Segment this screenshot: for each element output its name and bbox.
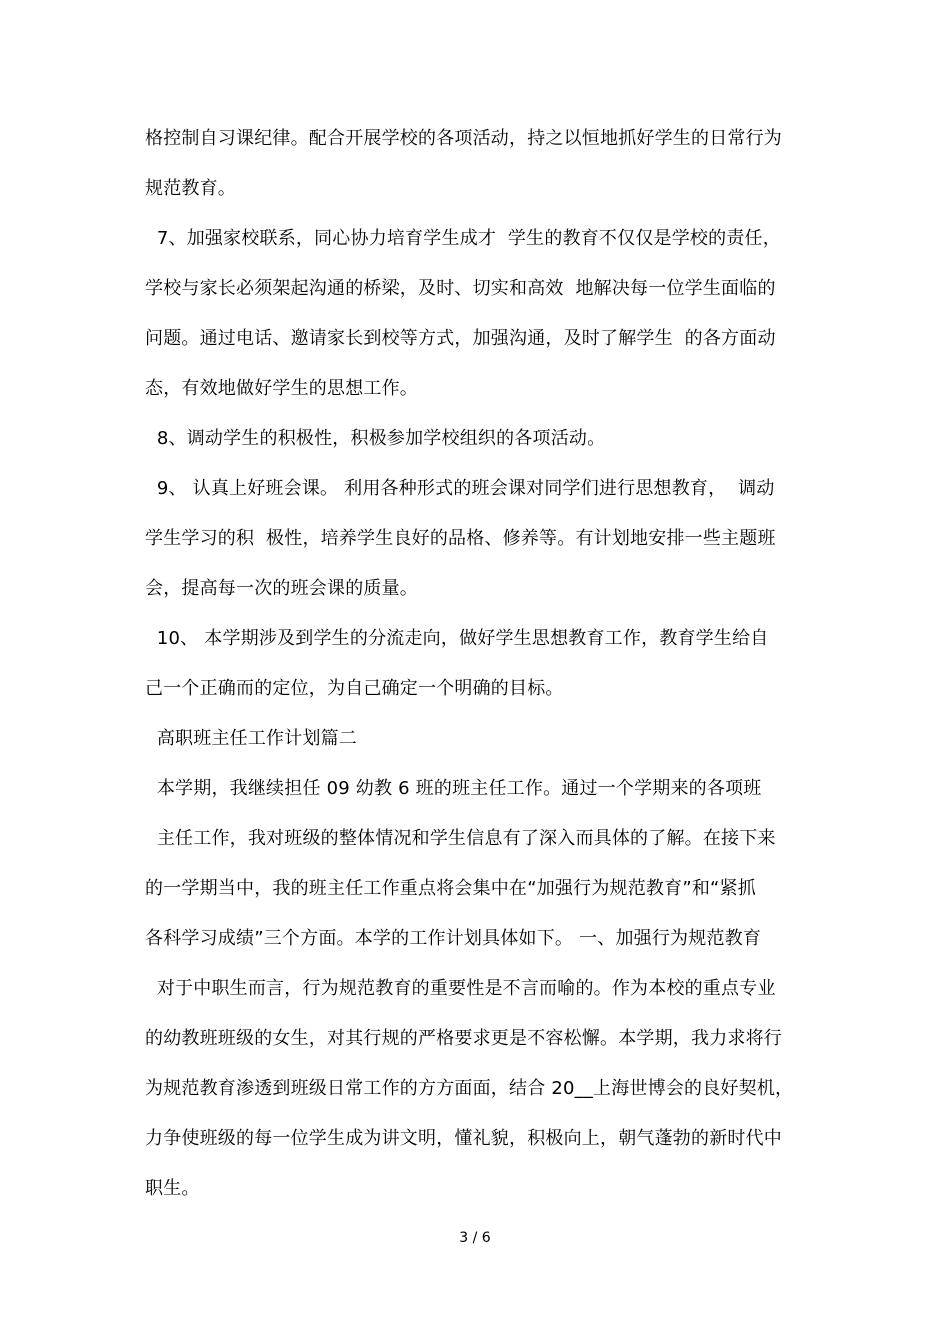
text-line: 学生学习的积 极性，培养学生良好的品格、修养等。有计划地安排一些主题班 bbox=[145, 528, 776, 549]
text-line: 职生。 bbox=[145, 1178, 200, 1199]
text-line: 格控制自习课纪律。配合开展学校的各项活动，持之以恒地抓好学生的日常行为 bbox=[145, 128, 782, 149]
text-line: 规范教育。 bbox=[145, 178, 236, 199]
text-line: 为规范教育渗透到班级日常工作的方方面面，结合 20__上海世博会的良好契机， bbox=[145, 1078, 794, 1099]
text-line: 态，有效地做好学生的思想工作。 bbox=[145, 378, 418, 399]
text-line: 会，提高每一次的班会课的质量。 bbox=[145, 578, 418, 599]
section-heading: 高职班主任工作计划篇二 bbox=[145, 728, 358, 749]
text-line: 7、加强家校联系，同心协力培育学生成才 学生的教育不仅仅是学校的责任， bbox=[145, 228, 781, 249]
text-line: 对于中职生而言，行为规范教育的重要性是不言而喻的。作为本校的重点专业 bbox=[145, 978, 776, 999]
text-line: 学校与家长必须架起沟通的桥梁，及时、切实和高效 地解决每一位学生面临的 bbox=[145, 278, 776, 299]
text-line: 10、 本学期涉及到学生的分流走向，做好学生思想教育工作，教育学生给自 bbox=[145, 628, 769, 649]
text-line: 各科学习成绩”三个方面。本学的工作计划具体如下。 一、加强行为规范教育 bbox=[145, 928, 762, 949]
text-line: 主任工作，我对班级的整体情况和学生信息有了深入而具体的了解。在接下来 bbox=[145, 828, 776, 849]
text-line: 9、 认真上好班会课。 利用各种形式的班会课对同学们进行思想教育， 调动 bbox=[145, 478, 775, 499]
text-line: 的一学期当中，我的班主任工作重点将会集中在“加强行为规范教育”和“紧抓 bbox=[145, 878, 756, 899]
text-line: 本学期，我继续担任 09 幼教 6 班的班主任工作。通过一个学期来的各项班 bbox=[145, 778, 762, 799]
text-line: 力争使班级的每一位学生成为讲文明，懂礼貌，积极向上，朝气蓬勃的新时代中 bbox=[145, 1128, 782, 1149]
page-number: 3 / 6 bbox=[459, 1230, 491, 1246]
text-line: 的幼教班班级的女生，对其行规的严格要求更是不容松懈。本学期，我力求将行 bbox=[145, 1028, 782, 1049]
text-line: 8、调动学生的积极性，积极参加学校组织的各项活动。 bbox=[145, 428, 606, 449]
text-line: 问题。通过电话、邀请家长到校等方式，加强沟通，及时了解学生 的各方面动 bbox=[145, 328, 776, 349]
text-line: 己一个正确而的定位，为自己确定一个明确的目标。 bbox=[145, 678, 564, 699]
